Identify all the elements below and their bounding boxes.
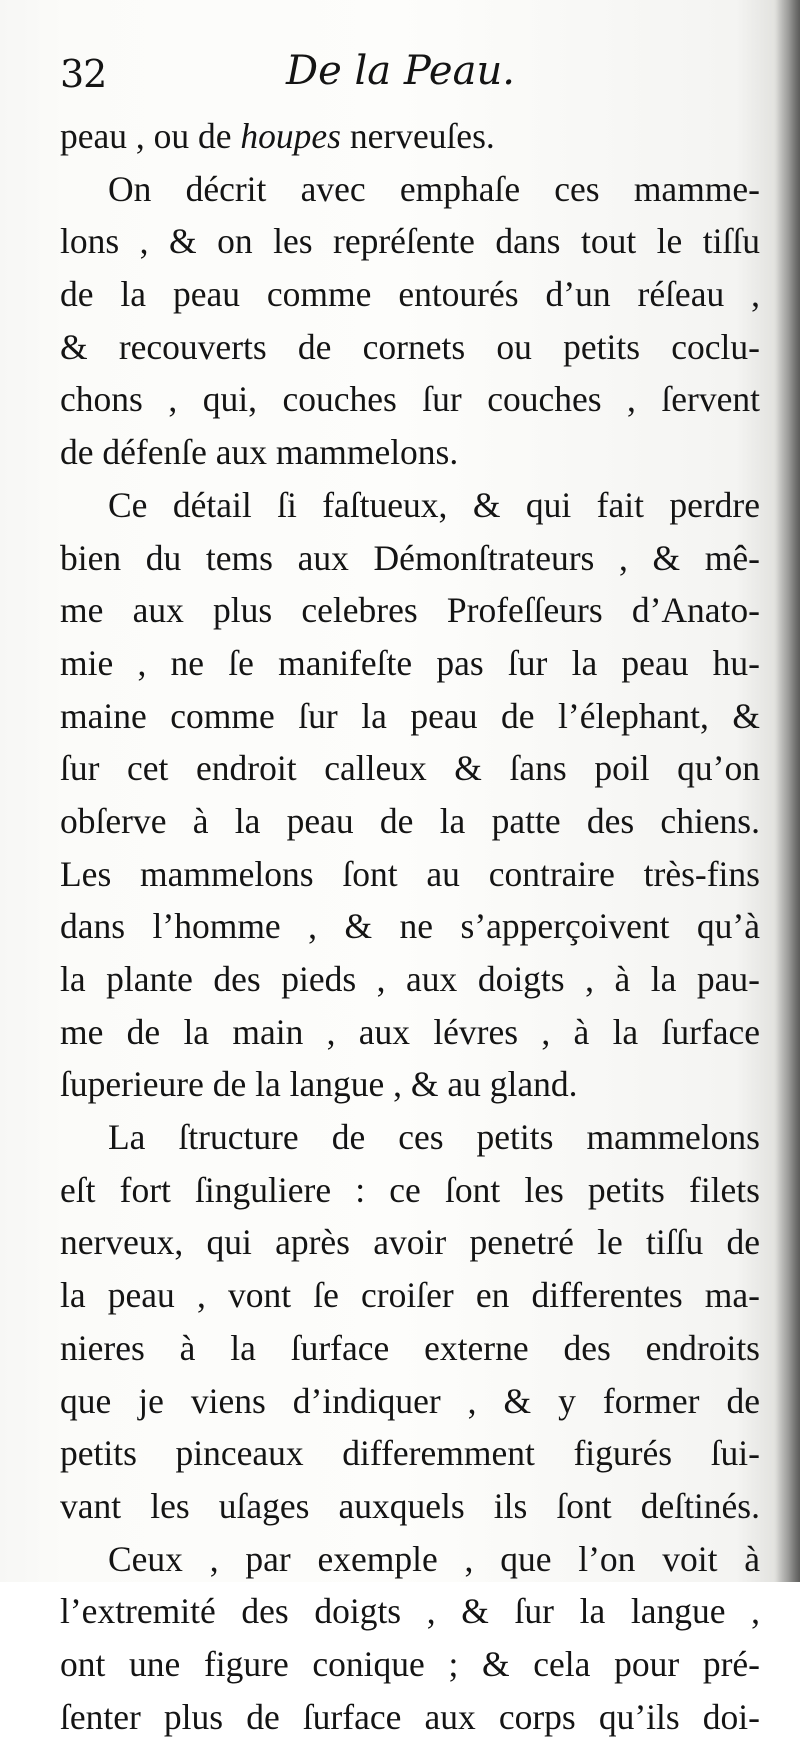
text-line: eſt fort ſinguliere : ce ſont les petits filets bbox=[60, 1169, 760, 1210]
running-title: De la Peau. bbox=[286, 48, 515, 94]
text-line: que je viens d’indiquer , & y former de bbox=[60, 1380, 760, 1421]
text-line: chons , qui, couches ſur couches , ſervent bbox=[60, 379, 760, 420]
text-span: peau , ou de bbox=[60, 116, 241, 156]
text-span: nerveuſes. bbox=[340, 116, 495, 156]
text-line: La ſtructure de ces petits mammelons bbox=[108, 1117, 760, 1158]
text-line: bien du tems aux Démonſtrateurs , & mê- bbox=[60, 537, 760, 578]
text-line: dans l’homme , & ne s’apperçoivent qu’à bbox=[60, 906, 760, 947]
page-header bbox=[60, 48, 760, 108]
text-line: de la peau comme entourés d’un réſeau , bbox=[60, 274, 760, 315]
text-line: ont une figure conique ; & cela pour pré- bbox=[60, 1643, 760, 1684]
text-line bbox=[60, 110, 760, 163]
page-gutter-shadow bbox=[774, 0, 800, 1582]
text-line: Ce détail ſi faſtueux, & qui fait perdre bbox=[108, 484, 760, 525]
text-line: de défenſe aux mammelons. bbox=[60, 432, 459, 473]
text-line: ſenter plus de ſurface aux corps qu’ils doi- bbox=[60, 1696, 760, 1737]
text-line: & recouverts de cornets ou petits coclu- bbox=[60, 326, 760, 367]
body-text bbox=[60, 110, 760, 1743]
text-line: Ceux , par exemple , que l’on voit à bbox=[108, 1538, 760, 1579]
text-line: obſerve à la peau de la patte des chiens. bbox=[60, 800, 760, 841]
text-line: lons , & on les repréſente dans tout le tiſſu bbox=[60, 221, 760, 262]
text-line: me aux plus celebres Profeſſeurs d’Anato- bbox=[60, 590, 760, 631]
text-line: nerveux, qui après avoir penetré le tiſſu de bbox=[60, 1222, 760, 1263]
text-line: l’extremité des doigts , & ſur la langue , bbox=[60, 1591, 760, 1632]
text-line: ſuperieure de la langue , & au gland. bbox=[60, 1064, 578, 1105]
page-number: 32 bbox=[60, 52, 107, 96]
text-line: la plante des pieds , aux doigts , à la pau- bbox=[60, 959, 760, 999]
text-line: Les mammelons ſont au contraire très-fins bbox=[60, 853, 760, 894]
text-line: me de la main , aux lévres , à la ſurface bbox=[60, 1011, 760, 1052]
italic-word: houpes bbox=[240, 116, 341, 156]
text-line: nieres à la ſurface externe des endroits bbox=[60, 1327, 760, 1368]
text-line: On décrit avec emphaſe ces mamme- bbox=[108, 168, 760, 209]
text-line: ſur cet endroit calleux & ſans poil qu’on bbox=[60, 748, 760, 789]
text-line: petits pinceaux differemment figurés ſui- bbox=[60, 1433, 760, 1474]
text-line: mie , ne ſe manifeſte pas ſur la peau hu- bbox=[60, 642, 760, 683]
text-line: maine comme ſur la peau de l’élephant, & bbox=[60, 695, 760, 736]
text-line: la peau , vont ſe croiſer en differentes ma- bbox=[60, 1275, 760, 1316]
text-line: vant les uſages auxquels ils ſont deſtinés. bbox=[60, 1485, 760, 1526]
